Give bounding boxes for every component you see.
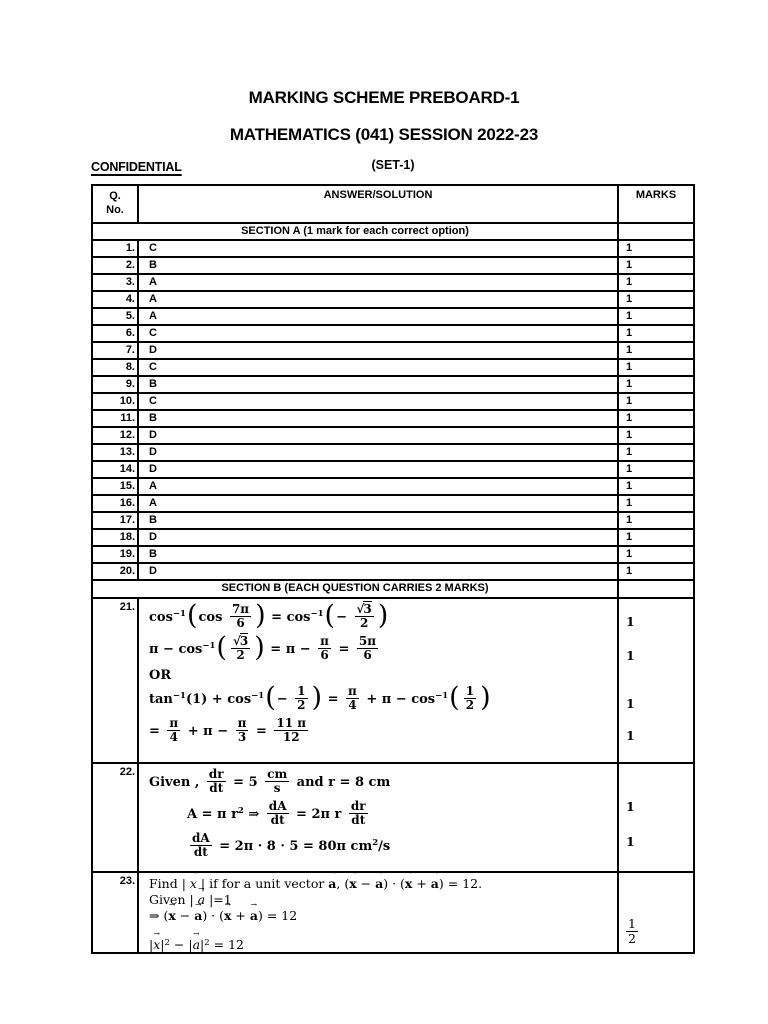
math-superscript: −1 [435, 691, 449, 701]
math-fraction: $\frac{\pi}{4}$ [348, 683, 357, 712]
math-superscript: 2 [237, 806, 244, 816]
math-text: ) · ( [383, 876, 405, 891]
doc-title-line2: MATHEMATICS (041) SESSION 2022-23 [229, 125, 539, 144]
math-fraction: $\frac{11 \pi}{12}$ [276, 715, 307, 744]
question-21-row [93, 597, 693, 762]
header-qno-cell [93, 186, 139, 222]
question-number: 4. [93, 292, 139, 307]
marks-value: 1 [617, 547, 693, 562]
math-fraction: $\frac{dA}{dt}$ [192, 830, 210, 859]
section-a-row [93, 273, 693, 290]
section-a-title: SECTION A (1 mark for each correct option) [241, 225, 469, 237]
marks-value: 1 [617, 428, 693, 443]
mark-value [626, 728, 635, 744]
confidential-row [91, 158, 695, 175]
question-22-row [93, 762, 693, 871]
mark-value [626, 917, 638, 946]
solution-line: $\cos^{-1}(\cos$ $\frac{7\pi}{6}$ ) = $\cos^{-1}(-$ $\frac{√3}{2}$ ) [149, 599, 389, 631]
math-text: , ( [336, 876, 350, 891]
marks-value: 1 [617, 513, 693, 528]
marks-value: 1 [617, 275, 693, 290]
math-text: = 5 [228, 775, 263, 790]
question-number: 8. [93, 360, 139, 375]
math-text: = cos [266, 610, 311, 625]
answer-option: A [149, 293, 157, 305]
math-fraction: $\frac{√3}{2}$ [232, 633, 249, 662]
question-number: 16. [93, 496, 139, 511]
question-number: 9. [93, 377, 139, 392]
section-a-row [93, 341, 693, 358]
question-number: 15. [93, 479, 139, 494]
solution-line [149, 717, 613, 747]
question-number: 5. [93, 309, 139, 324]
mark-value [626, 648, 635, 664]
mark-value [626, 696, 635, 712]
vector-symbol: a → [375, 876, 383, 891]
section-a-row [93, 256, 693, 273]
section-a-row [93, 511, 693, 528]
answer-option: C [149, 242, 157, 254]
question-number: 1. [93, 241, 139, 256]
answer-option: D [149, 429, 157, 441]
math-text: ⇒ [243, 807, 264, 822]
marks-value: 1 [617, 411, 693, 426]
marking-scheme-table [91, 184, 695, 954]
section-a-header-row [93, 222, 693, 239]
math-text: − [356, 876, 376, 891]
question-23-solution [139, 873, 617, 952]
math-text: + π − [183, 724, 233, 739]
question-number: 13. [93, 445, 139, 460]
math-text: − [336, 610, 352, 625]
solution-line [149, 768, 613, 798]
section-a-row [93, 324, 693, 341]
question-23-number: 23. [93, 873, 139, 952]
marks-value: 1 [617, 530, 693, 545]
question-21-marks [617, 599, 693, 762]
table-header-row [93, 186, 693, 222]
answer-option: C [149, 395, 157, 407]
math-text: ) · ( [202, 908, 224, 923]
math-text: + π − cos [361, 692, 436, 707]
answer-option: A [149, 310, 157, 322]
section-a-row [93, 443, 693, 460]
math-text: | if for a unit vector [196, 876, 329, 891]
math-superscript: −1 [202, 641, 216, 651]
math-text: Given | [149, 892, 198, 907]
math-text: Given , [149, 775, 204, 790]
math-superscript: 2 [372, 838, 379, 848]
question-number: 14. [93, 462, 139, 477]
vector-symbol: a → [193, 937, 200, 952]
math-text: and r = 8 cm [292, 775, 391, 790]
math-text: ) = 12. [438, 876, 483, 891]
section-a-row [93, 409, 693, 426]
math-text: = 2π · 8 · 5 = 80π cm [214, 839, 373, 854]
vector-symbol: x → [405, 876, 412, 891]
section-b-title: SECTION B (EACH QUESTION CARRIES 2 MARKS) [221, 582, 489, 594]
vector-symbol: a → [194, 908, 202, 923]
question-number: 6. [93, 326, 139, 341]
answer-option: B [149, 514, 157, 526]
math-superscript: −1 [310, 609, 324, 619]
question-21-number: 21. [93, 599, 139, 762]
question-number: 17. [93, 513, 139, 528]
math-fraction: $\frac{\pi}{4}$ [169, 715, 179, 744]
math-fraction: $\frac{cm}{s}$ [267, 766, 288, 795]
section-a-row [93, 290, 693, 307]
marks-value: 1 [617, 326, 693, 341]
answer-option: D [149, 531, 157, 543]
header-answer-cell: ANSWER/SOLUTION [323, 189, 433, 201]
question-22-solution [139, 764, 617, 871]
answer-option: B [149, 548, 157, 560]
question-number: 18. [93, 530, 139, 545]
math-text: 1 [626, 696, 635, 711]
section-a-row [93, 392, 693, 409]
vector-symbol: a → [198, 892, 205, 907]
math-text: ⇒ ( [149, 908, 169, 923]
section-a-row [93, 528, 693, 545]
section-a-row [93, 358, 693, 375]
math-superscript: −1 [172, 691, 186, 701]
math-text: + [231, 908, 250, 923]
section-a-row [93, 426, 693, 443]
math-text: Find | [149, 876, 190, 891]
section-a-row [93, 562, 693, 579]
question-number: 10. [93, 394, 139, 409]
question-23-marks [617, 873, 693, 952]
math-text: − [175, 908, 195, 923]
solution-line: $\tan^{-1}(1) + \cos^{-1}(-$ $\frac{1}{2}$ ) = $\frac{\pi}{4}$ + $\pi - \cos^{-1}$( $\frac{1}{2}$ ) [149, 681, 491, 713]
math-text: | [200, 937, 205, 952]
math-text: = [149, 724, 165, 739]
question-23-row [93, 871, 693, 952]
vector-symbol: a → [250, 908, 258, 923]
math-fraction: $\frac{7\pi}{6}$ [231, 601, 250, 630]
answer-option: D [149, 463, 157, 475]
answer-option: C [149, 361, 157, 373]
answer-option: A [149, 276, 157, 288]
marks-value: 1 [617, 292, 693, 307]
marks-value: 1 [617, 564, 693, 579]
confidential-label: CONFIDENTIAL [91, 160, 182, 174]
vector-symbol: x → [349, 876, 356, 891]
set-label: (SET-1) [371, 158, 415, 172]
answer-option: C [149, 327, 157, 339]
answer-option: D [149, 565, 157, 577]
math-superscript: 2 [164, 938, 170, 948]
marks-value: 1 [617, 309, 693, 324]
math-superscript: 2 [204, 938, 210, 948]
solution-line [149, 667, 613, 684]
math-text: /s [378, 839, 391, 854]
math-text: − [276, 692, 293, 707]
vector-symbol: x → [153, 937, 160, 952]
answer-option: D [149, 344, 157, 356]
question-number: 11. [93, 411, 139, 426]
answer-option: D [149, 446, 157, 458]
marks-value: 1 [617, 343, 693, 358]
math-text: | [160, 937, 165, 952]
math-fraction: $\frac{\pi}{6}$ [320, 633, 329, 662]
header-qno-line1: Q. [109, 190, 121, 202]
answer-option: B [149, 378, 157, 390]
math-fraction: $\frac{dr}{dt}$ [350, 798, 366, 827]
math-fraction: $\frac{5\pi}{6}$ [358, 633, 377, 662]
math-text: 1 [626, 614, 635, 629]
math-text: 1 [626, 648, 635, 663]
math-text: 1 [626, 799, 635, 814]
section-a-rows [93, 239, 693, 579]
math-text: 1 [626, 728, 635, 743]
section-b-header-marks-cell [617, 581, 693, 597]
math-text: π − cos [149, 642, 203, 657]
math-text: + [412, 876, 431, 891]
math-text: ) = 12 [257, 908, 298, 923]
answer-option: B [149, 412, 157, 424]
vector-symbol: a → [431, 876, 439, 891]
math-text: tan [149, 692, 173, 707]
question-22-marks [617, 764, 693, 871]
mark-value [626, 834, 635, 850]
section-a-header-marks-cell [617, 224, 693, 239]
question-number: 19. [93, 547, 139, 562]
math-text: = π − [265, 642, 316, 657]
vector-symbol: a → [328, 876, 336, 891]
answer-option: B [149, 259, 157, 271]
marks-value: 1 [617, 394, 693, 409]
math-text: = [333, 642, 354, 657]
section-a-row [93, 460, 693, 477]
vector-symbol: x → [190, 876, 197, 891]
math-text: cos [198, 610, 227, 625]
mark-value [626, 614, 635, 630]
solution-line [187, 800, 613, 830]
section-a-row [93, 239, 693, 256]
math-text: | [149, 937, 154, 952]
solution-line [187, 832, 613, 862]
marks-value: 1 [617, 377, 693, 392]
solution-line: $\pi - \cos^{-1}$( $\frac{√3}{2}$ ) = π − $\frac{\pi}{6}$ = $\frac{5\pi}{6}$ [149, 631, 377, 663]
math-text: − | [169, 937, 193, 952]
solution-line [149, 876, 613, 891]
math-fraction: $\frac{dA}{dt}$ [268, 798, 287, 827]
math-text: cos [149, 610, 173, 625]
vector-symbol: x → [224, 908, 231, 923]
math-fraction: $\frac{dr}{dt}$ [208, 766, 224, 795]
question-22-number: 22. [93, 764, 139, 871]
marks-value: 1 [617, 258, 693, 273]
math-text: A = π r [187, 807, 238, 822]
solution-line [149, 937, 613, 952]
section-a-row [93, 477, 693, 494]
math-fraction: $\frac{1}{2}$ [628, 916, 636, 946]
marks-value: 1 [617, 479, 693, 494]
header-qno-line2: No. [106, 204, 124, 216]
question-number: 12. [93, 428, 139, 443]
section-b-header-row [93, 579, 693, 597]
math-text: = [323, 692, 344, 707]
question-21-solution [139, 599, 617, 762]
solution-line [149, 908, 613, 923]
section-a-row [93, 307, 693, 324]
math-fraction: $\frac{√3}{2}$ [356, 601, 372, 630]
answer-option: A [149, 497, 157, 509]
answer-option: A [149, 480, 157, 492]
question-number: 20. [93, 564, 139, 579]
marks-value: 1 [617, 462, 693, 477]
math-text: 1 [626, 834, 635, 849]
header-marks-cell: MARKS [617, 186, 693, 222]
math-superscript: −1 [251, 691, 265, 701]
section-a-row [93, 494, 693, 511]
doc-title-line1: MARKING SCHEME PREBOARD-1 [248, 88, 520, 107]
vector-symbol: x → [168, 908, 175, 923]
math-superscript: −1 [172, 609, 186, 619]
solution-line [149, 892, 613, 907]
marks-value: 1 [617, 241, 693, 256]
math-text: |=1 [205, 892, 232, 907]
mark-value [626, 799, 635, 815]
question-number: 3. [93, 275, 139, 290]
math-text: OR [149, 668, 172, 683]
marks-value: 1 [617, 496, 693, 511]
math-text: = [251, 724, 272, 739]
marks-value: 1 [617, 445, 693, 460]
math-text: = 12 [209, 937, 244, 952]
math-fraction: $\frac{\pi}{3}$ [237, 715, 247, 744]
math-text: = 2π r [291, 807, 346, 822]
section-a-row [93, 545, 693, 562]
section-a-row [93, 375, 693, 392]
question-number: 2. [93, 258, 139, 273]
math-text: (1) + cos [185, 692, 252, 707]
math-fraction: $\frac{1}{2}$ [465, 683, 475, 712]
question-number: 7. [93, 343, 139, 358]
marks-value: 1 [617, 360, 693, 375]
math-fraction: $\frac{1}{2}$ [297, 683, 306, 712]
